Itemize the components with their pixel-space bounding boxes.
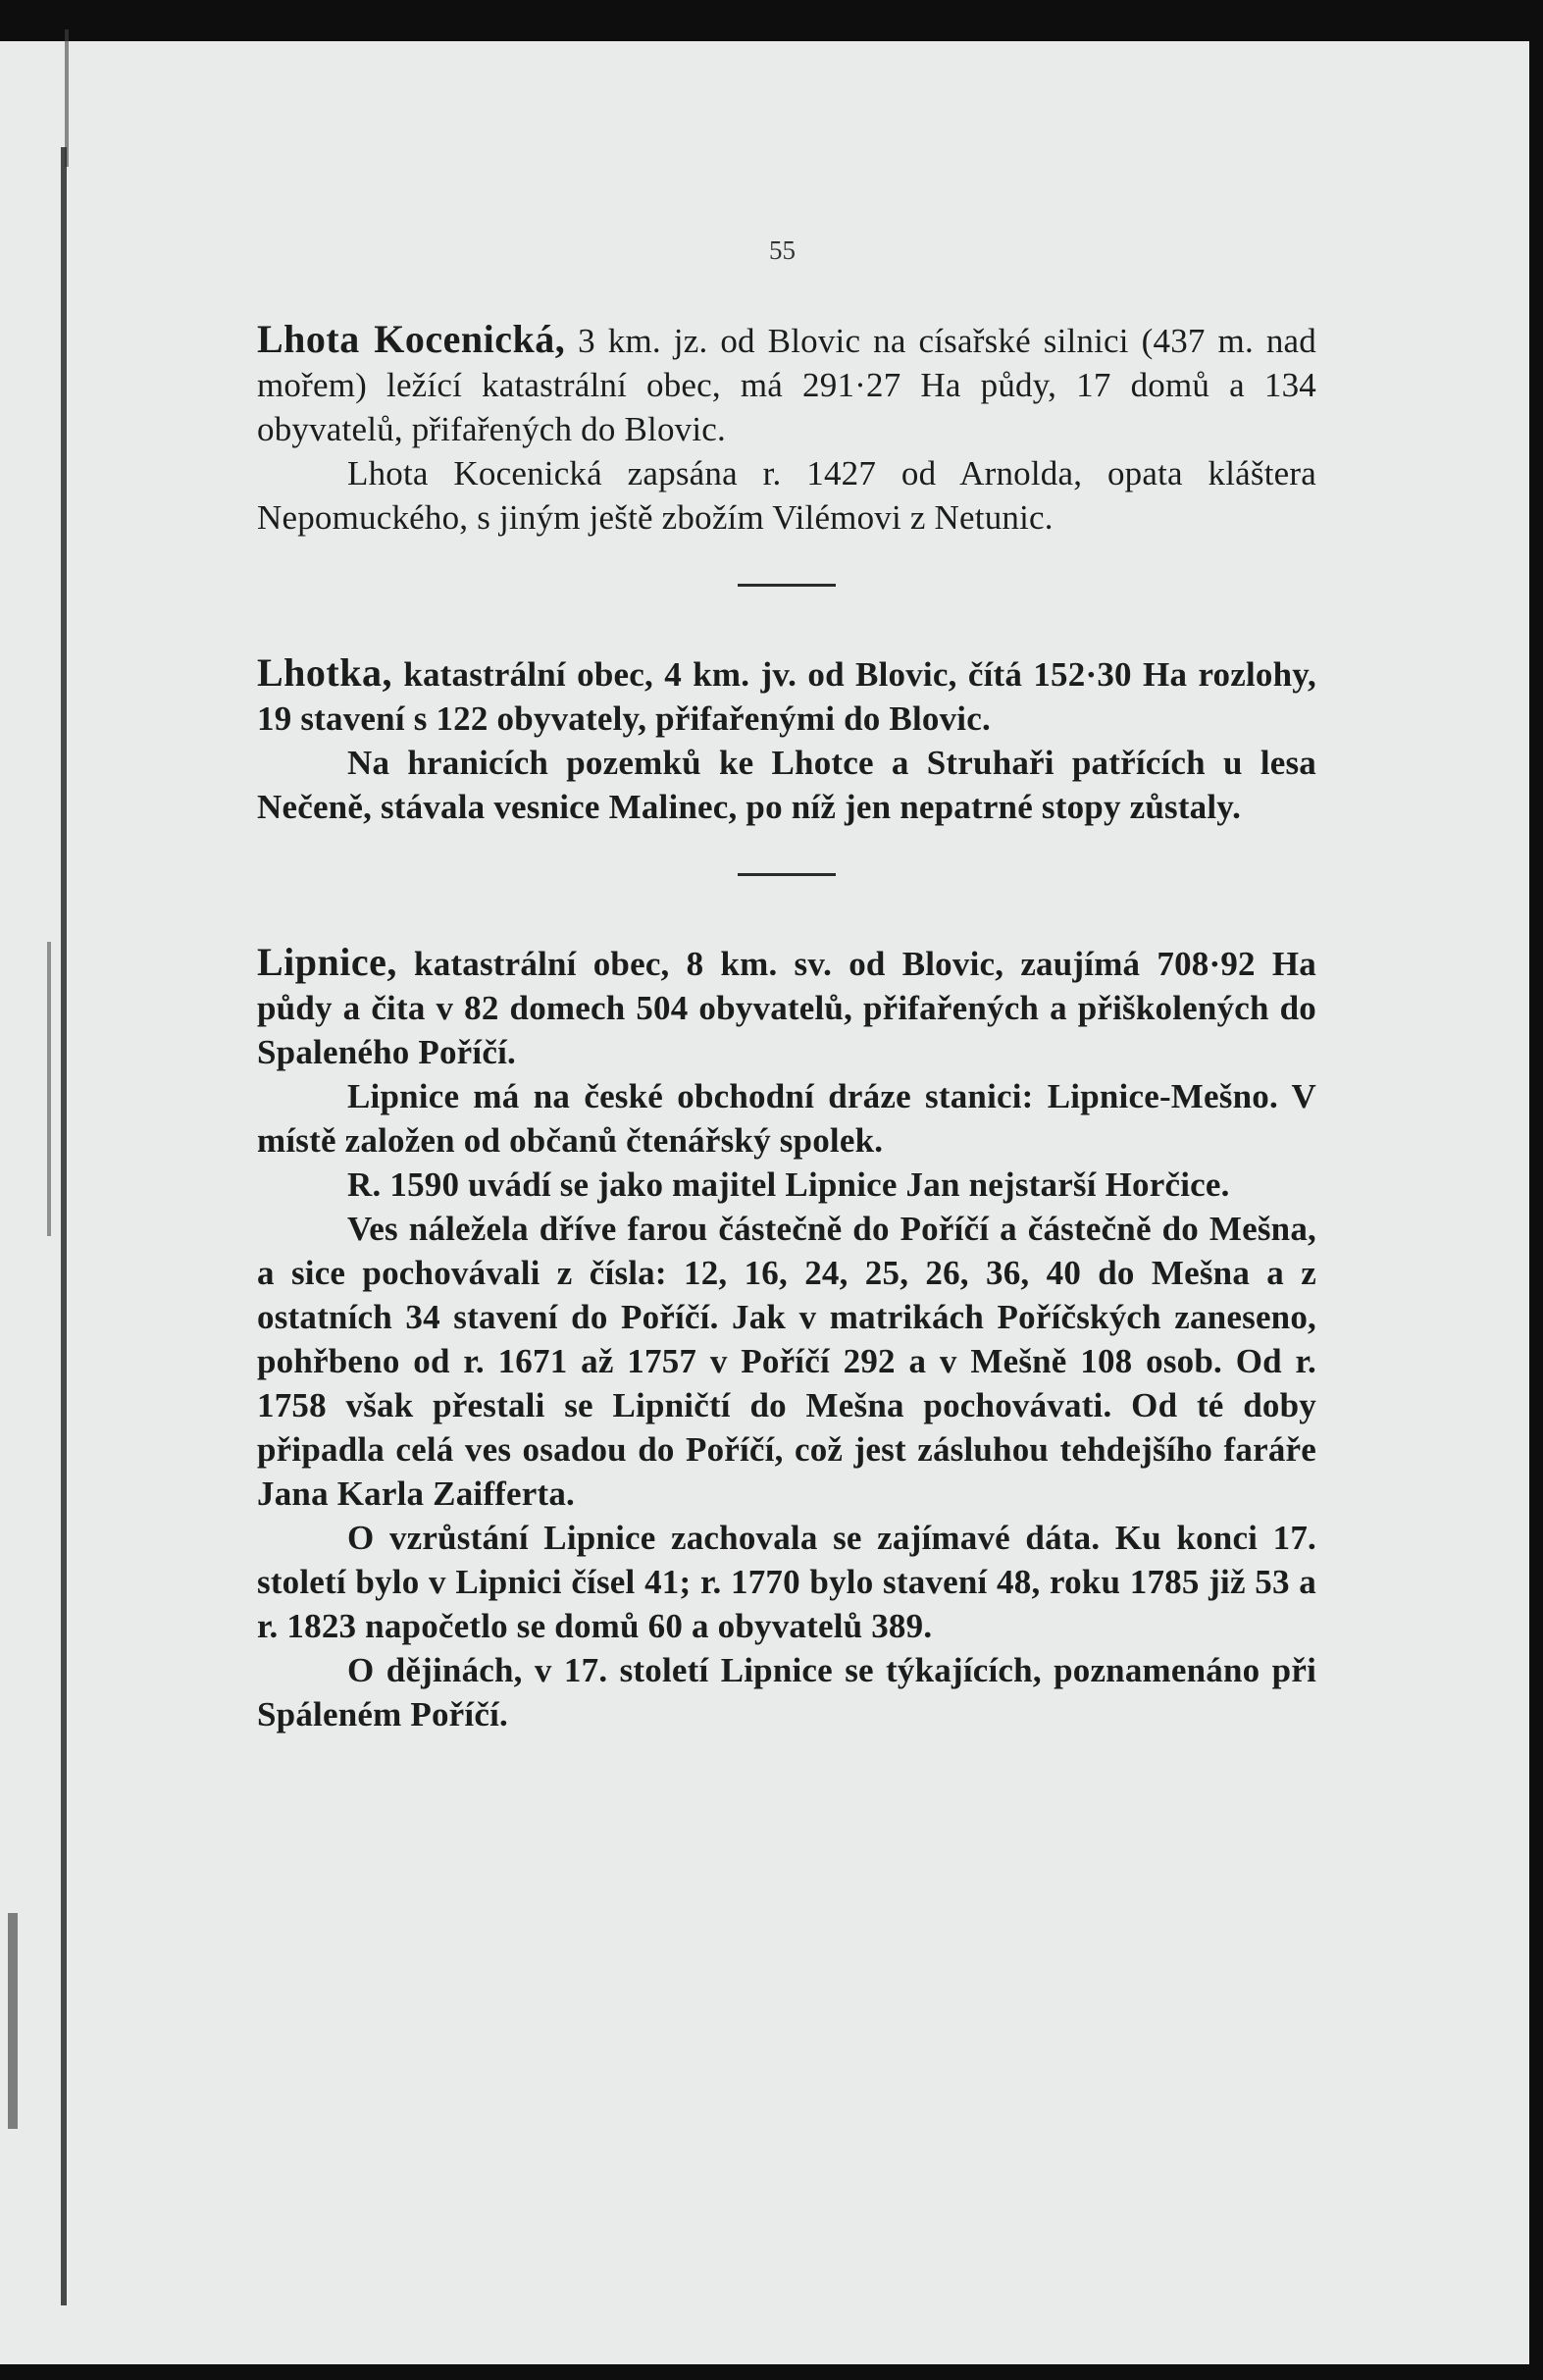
entry-lead <box>257 317 1316 451</box>
entry-heading: Lhotka, <box>257 650 392 695</box>
entry-lead-text: katastrální obec, 8 km. sv. od Blovic, zaujímá 708·92 Ha půdy a čita v 82 domech 504 obyvatelů, přifařených a přiškolených do Spaleného Poříčí. <box>257 945 1316 1071</box>
entry-lead-text: katastrální obec, 4 km. jv. od Blovic, čítá 152·30 Ha rozlohy, 19 stavení s 122 obyvately, přifařenými do Blovic. <box>257 655 1316 738</box>
binding-mark <box>47 942 51 1236</box>
binding-shadow <box>65 29 69 167</box>
scan-border-right <box>1529 0 1543 2380</box>
entry-paragraph: O dějinách, v 17. století Lipnice se týkajících, poznamenáno při Spáleném Poříčí. <box>257 1651 1316 1733</box>
entry-lead-text: 3 km. jz. od Blovic na císařské silnici (437 m. nad mořem) ležící katastrální obec, má 291·27 Ha půdy, 17 domů a 134 obyvatelů, přifařených do Blovic. <box>257 322 1316 448</box>
entry-lhota-kocenicka <box>257 317 1316 540</box>
entry-paragraph: R. 1590 uvádí se jako majitel Lipnice Jan nejstarší Horčice. <box>347 1165 1230 1204</box>
entry-paragraph: Na hranicích pozemků ke Lhotce a Struhaři patřících u lesa Nečeně, stávala vesnice Malinec, po níž jen nepatrné stopy zůstaly. <box>257 744 1316 826</box>
entry-heading: Lipnice, <box>257 940 397 984</box>
scan-border-bottom <box>0 2364 1543 2380</box>
section-divider <box>738 873 836 876</box>
entry-paragraph: Lipnice má na české obchodní dráze stanici: Lipnice-Mešno. V místě založen od občanů čtenářský spolek. <box>257 1077 1316 1160</box>
entry-paragraph: O vzrůstání Lipnice zachovala se zajímavé dáta. Ku konci 17. století bylo v Lipnici čísel 41; r. 1770 bylo stavení 48, roku 1785 již 53 a r. 1823 napočetlo se domů 60 a obyvatelů 389. <box>257 1519 1316 1645</box>
entry-paragraph: Ves náležela dříve farou částečně do Poříčí a částečně do Mešna, a sice pochovávali z čísla: 12, 16, 24, 25, 26, 36, 40 do Mešna a z ostatních 34 stavení do Poříčí. Jak v matrikách Poříčských zaneseno, pohřbeno od r. 1671 až 1757 v Poříčí 292 a v Mešně 108 osob. Od r. 1758 však přestali se Lipničtí do Mešna pochovávati. Od té doby připadla celá ves osadou do Poříčí, což jest zásluhou tehdejšího faráře Jana Karla Zaifferta. <box>257 1210 1316 1513</box>
entry-paragraph: Lhota Kocenická zapsána r. 1427 od Arnolda, opata kláštera Nepomuckého, s jiným ještě zbožím Vilémovi z Netunic. <box>257 454 1316 537</box>
entry-lhotka <box>257 650 1316 829</box>
page-body <box>257 214 1316 1736</box>
section-divider <box>738 584 836 587</box>
scan-border-top <box>0 0 1543 41</box>
entry-lipnice <box>257 940 1316 1736</box>
binding-edge <box>61 147 67 2305</box>
entry-lead <box>257 650 1316 741</box>
entry-heading: Lhota Kocenická, <box>257 317 566 361</box>
entry-lead <box>257 940 1316 1074</box>
binding-mark <box>8 1913 18 2129</box>
page-number: 55 <box>769 235 796 265</box>
